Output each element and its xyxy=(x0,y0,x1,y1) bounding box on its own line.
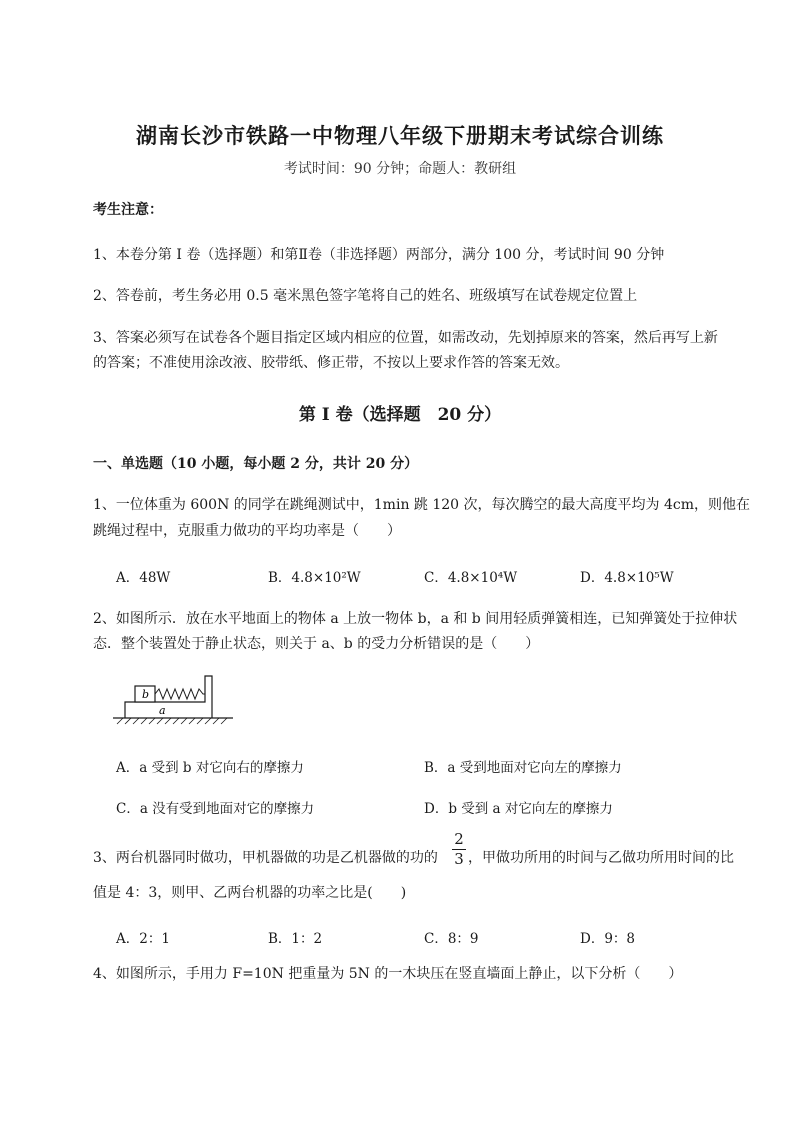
notice-item-2: 2、答卷前，考生务必用 0.5 毫米黑色签字笔将自己的姓名、班级填写在试卷规定位置上 xyxy=(93,288,638,304)
q1-option-b[interactable]: B．4.8×10²W xyxy=(268,570,361,586)
q3-fraction xyxy=(452,831,466,868)
q3-option-b[interactable]: B．1：2 xyxy=(268,931,323,947)
spring xyxy=(155,689,205,699)
q1-line-1: 1、一位体重为 600N 的同学在跳绳测试中，1min 跳 120 次，每次腾空的最大高度平均为 4cm，则他在 xyxy=(93,497,750,513)
q4-line-1: 4、如图所示，手用力 F=10N 把重量为 5N 的一木块压在竖直墙面上静止，以下分析（ ） xyxy=(93,966,683,982)
notice-heading: 考生注意： xyxy=(93,202,163,218)
notice-item-3: 3、答案必须写在试卷各个题目指定区域内相应的位置，如需改动，先划掉原来的答案，然后再写上新 xyxy=(93,330,718,346)
label-a: a xyxy=(159,704,166,717)
q2-line-2: 态．整个装置处于静止状态，则关于 a、b 的受力分析错误的是（ ） xyxy=(93,636,540,652)
fraction-denominator: 3 xyxy=(454,850,464,868)
notice-item-3-cont: 的答案；不准使用涂改液、胶带纸、修正带，不按以上要求作答的答案无效。 xyxy=(93,355,569,371)
q3-option-a[interactable]: A．2：1 xyxy=(116,931,170,947)
q2-option-a[interactable]: A．a 受到 b 对它向右的摩擦力 xyxy=(116,760,304,776)
q1-line-2: 跳绳过程中，克服重力做功的平均功率是（ ） xyxy=(93,523,401,539)
q2-option-b[interactable]: B．a 受到地面对它向左的摩擦力 xyxy=(424,760,622,776)
q2-option-c[interactable]: C．a 没有受到地面对它的摩擦力 xyxy=(116,801,315,817)
part-title: 一、单选题（10 小题，每小题 2 分，共计 20 分） xyxy=(93,456,419,472)
q2-option-d[interactable]: D．b 受到 a 对它向左的摩擦力 xyxy=(424,801,613,817)
q2-line-1: 2、如图所示．放在水平地面上的物体 a 上放一物体 b，a 和 b 间用轻质弹簧相连，已知弹簧处于拉伸状 xyxy=(93,611,738,627)
q3-option-d[interactable]: D．9：8 xyxy=(580,931,636,947)
exam-subtitle: 考试时间：90 分钟；命题人：教研组 xyxy=(283,161,517,177)
q3-line-1b: ，甲做功所用的时间与乙做功所用时间的比 xyxy=(468,850,734,866)
q3-line-1a: 3、两台机器同时做功，甲机器做的功是乙机器做的功的 xyxy=(93,850,438,866)
fraction-numerator: 2 xyxy=(454,830,464,848)
q1-option-c[interactable]: C．4.8×10⁴W xyxy=(424,570,518,586)
spring-block-diagram xyxy=(113,672,233,732)
notice-item-1: 1、本卷分第 I 卷（选择题）和第Ⅱ卷（非选择题）两部分，满分 100 分，考试时间 90 分钟 xyxy=(93,247,665,263)
exam-title: 湖南长沙市铁路一中物理八年级下册期末考试综合训练 xyxy=(136,123,664,148)
q1-option-a[interactable]: A．48W xyxy=(116,570,171,586)
section-title: 第 I 卷（选择题 20 分） xyxy=(298,405,502,425)
q3-line-2: 值是 4：3，则甲、乙两台机器的功率之比是( ) xyxy=(93,885,407,901)
q3-option-c[interactable]: C．8：9 xyxy=(424,931,479,947)
label-b: b xyxy=(142,688,150,701)
q1-option-d[interactable]: D．4.8×10⁵W xyxy=(580,570,674,586)
